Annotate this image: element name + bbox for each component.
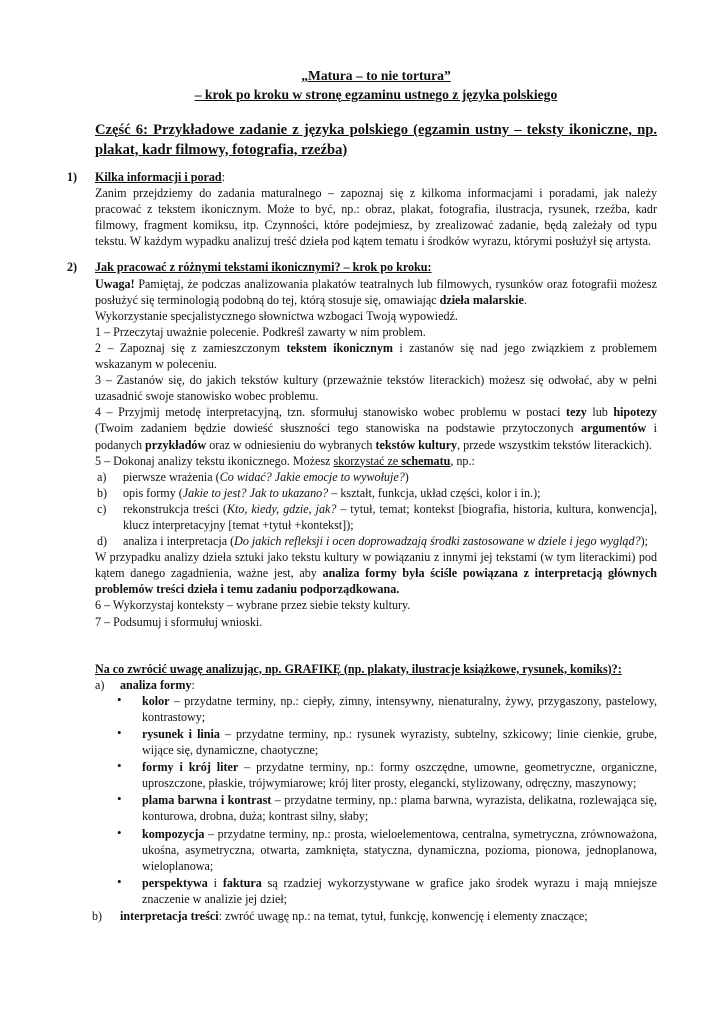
list-item: • perspektywa i faktura są rzadziej wykorzystywane w grafice jako środek wyrazu i mają mniejsze znaczenie w analizie jej dzieł; [117, 873, 657, 906]
document-page [67, 66, 657, 924]
document-title [95, 66, 657, 104]
section-2 [67, 259, 657, 629]
title-line-1: „Matura – to nie tortura” [301, 68, 451, 83]
list-item: d) analiza i interpretacja (Do jakich refleksji i ocen doprowadzają środki zastosowane w dziele i jego wygląd?); [97, 534, 648, 549]
list-item: • plama barwna i kontrast – przydatne terminy, np.: plama barwna, wyrazista, delikatna, rozlewająca się, konturowa, drobna, duża; kontrast silny, słaby; [117, 791, 657, 824]
content-interpretation: b) interpretacja treści: zwróć uwagę np.: na temat, tytuł, funkcję, konwencję i elementy znaczące; [92, 909, 588, 924]
bullet-icon: • [117, 691, 122, 707]
list-item: c) rekonstrukcja treści (Kto, kiedy, gdzie, jak? – tytuł, temat; kontekst [biografia, historia, kultura, konwencja], klucz interpretacyjny [temat +tytuł +kontekst]); [97, 501, 657, 532]
list-item: b) opis formy (Jakie to jest? Jak to ukazano? – kształt, funkcja, układ części, kolor i in.); [97, 485, 541, 500]
step-1: 1 – Przeczytaj uważnie polecenie. Podkreśl zawarty w nim problem. [95, 324, 426, 339]
bullet-icon: • [117, 758, 122, 774]
title-line-2: – krok po kroku w stronę egzaminu ustnego z języka polskiego [194, 87, 558, 102]
section-1-number: 1) [67, 170, 78, 184]
context-paragraph: W przypadku analizy dzieła sztuki jako tekstu kultury w powiązaniu z innymi jej tekstami (w tym literackimi) pod kątem danego zagadnienia, ważne jest, aby analiza formy była ściśle powiązana z interpretacją głównych problemów treści dzieła i temu zadaniu podporządkowana. [95, 550, 657, 597]
bullet-icon: • [117, 824, 122, 840]
part-title: Część 6: Przykładowe zadanie z języka polskiego (egzamin ustny – teksty ikoniczne, np. plakat, kadr filmowy, fotografia, rzeźba) [95, 122, 657, 158]
section-2-heading: Jak pracować z różnymi tekstami ikonicznymi? – krok po kroku: [95, 260, 432, 275]
step-7: 7 – Podsumuj i sformułuj wnioski. [95, 614, 263, 629]
list-item: a) pierwsze wrażenia (Co widać? Jakie emocje to wywołuje?) [97, 469, 409, 484]
section-1-body: Zanim przejdziemy do zadania maturalnego – zapoznaj się z kilkoma informacjami i poradami, jak należy pracować z tekstem ikonicznym. Może to być, np.: obraz, plakat, fotografia, ilustracja, rysunek, rzeźba, kadr filmowy, fragment komiksu, itp. Czynności, które podejmiesz, by zrealizować zadanie, będą zależały od typu tekstu. W każdym wypadku analizuj treść dzieła pod kątem tematu i środków wyrazu, którymi posłużył się artysta. [95, 186, 657, 249]
section-1: 1) Kilka informacji i porad: Zanim przejdziemy do zadania maturalnego – zapoznaj się z kilkoma informacjami i poradami, jak należy pracować z tekstem ikonicznym. Może to być, np.: obraz, plakat, fotografia, ilustracja, rysunek, rzeźba, kadr filmowy, fragment komiksu, itp. Czynności, które podejmiesz, by zrealizować zadanie, będą zależały od typu tekstu. W każdym wypadku analizuj treść dzieła pod kątem tematu i środków wyrazu, którymi posłużył się artysta. [67, 170, 657, 249]
form-analysis-label: a) analiza formy: [95, 677, 195, 692]
list-item: • formy i krój liter – przydatne terminy, np.: formy oszczędne, umowne, geometryczne, organiczne, uproszczone, płaskie, trójwymiarowe; krój liter prosty, elegancki, stylizowany, odręczny, maszynowy; [117, 758, 657, 791]
bullet-icon: • [117, 873, 122, 889]
section-1-heading: Kilka informacji i porad [95, 170, 222, 184]
step-3: 3 – Zastanów się, do jakich tekstów kultury (przeważnie tekstów literackich) możesz się odwołać, aby w pełni uzasadnić swoje stanowisko wobec problemu. [95, 373, 657, 404]
step-4: 4 – Przyjmij metodę interpretacyjną, tzn. sformułuj stanowisko wobec problemu w postaci tezy lub hipotezy (Twoim zadaniem będzie dowieść słuszności tego stanowiska na podstawie przytoczonych argumentów i podanych przykładów oraz w odniesieniu do wybranych tekstów kultury, przede wszystkim tekstów literackich). [95, 405, 657, 452]
list-item: • kompozycja – przydatne terminy, np.: prosta, wieloelementowa, centralna, symetryczna, zrównoważona, ukośna, asymetryczna, otwarta, zamknięta, statyczna, dynamiczna, pozioma, pionowa, jednoplanowa, wieloplanowa; [117, 824, 657, 873]
step-2: 2 – Zapoznaj się z zamieszczonym tekstem ikonicznym i zastanów się nad jego związkiem z problemem wskazanym w poleceniu. [95, 340, 657, 372]
step-5: 5 – Dokonaj analizy tekstu ikonicznego. Możesz skorzystać ze schematu, np.: [95, 453, 475, 468]
section-2-number: 2) [67, 260, 78, 275]
list-item: • kolor – przydatne terminy, np.: ciepły, zimny, intensywny, nienaturalny, żywy, przygaszony, pastelowy, kontrastowy; [117, 691, 657, 724]
list-item: • rysunek i linia – przydatne terminy, np.: rysunek wyrazisty, subtelny, szkicowy; linie cienkie, grube, wijące się, dynamiczne, chaotyczne; [117, 725, 657, 758]
form-analysis-list [95, 693, 657, 907]
warning-paragraph: Uwaga! Pamiętaj, że podczas analizowania plakatów teatralnych lub filmowych, rysunków oraz fotografii możesz posłużyć się terminologią podobną do tej, którą stosuje się, omawiając dzieła malarskie. [95, 276, 657, 307]
vocab-note: Wykorzystanie specjalistycznego słownictwa wzbogaci Twoją wypowiedź. [95, 308, 458, 323]
warning-label: Uwaga! [95, 276, 135, 291]
bullet-icon: • [117, 725, 122, 740]
bullet-icon: • [117, 791, 122, 807]
step-6: 6 – Wykorzystaj konteksty – wybrane przez siebie teksty kultury. [95, 598, 411, 613]
analysis-schema-list [95, 469, 657, 549]
graphics-heading: Na co zwrócić uwagę analizując, np. GRAFIKĘ (np. plakaty, ilustracje książkowe, rysunek, komiks)?: [95, 661, 622, 676]
